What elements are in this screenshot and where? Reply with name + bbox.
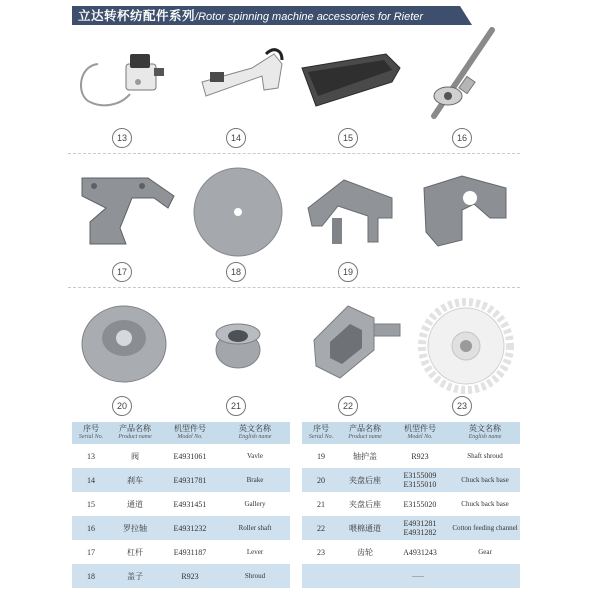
table-row: 14 刹车 E4931781 Brake	[72, 468, 290, 492]
table-row: 17 杠杆 E4931187 Lever	[87, 547, 264, 557]
catalog-item-22	[294, 292, 406, 420]
table-row: 18 盖子 R923 Shroud	[72, 564, 290, 588]
catalog-item-23	[408, 292, 520, 420]
table-row: 21 夹盘后座 E3155020 Chuck back base	[317, 499, 509, 509]
header-title-cn: 立达转杯纺配件系列	[78, 8, 196, 23]
empty-row-dash	[412, 576, 424, 577]
header-product: 产品名称 Product name	[118, 424, 152, 440]
table-row: 15 通道 E4931451 Gallery	[87, 499, 266, 509]
table-row: 22 喂棉通道 E4931281 E4931282 Cotton feeding channel	[302, 516, 520, 540]
catalog-item-21	[182, 292, 294, 420]
table-row: 20 夹盘后座 E3155009 E3155010 Chuck back base	[302, 468, 520, 492]
catalog-item-17	[68, 158, 180, 286]
roller-shaft-icon	[408, 24, 520, 128]
row-separator	[68, 153, 520, 154]
catalog-item-20-icon-view	[408, 158, 520, 286]
catalog-item-19	[294, 158, 406, 286]
table-row: 23 齿轮 A4931243 Gear	[317, 547, 492, 557]
cotton-feeding-channel-icon	[294, 292, 406, 396]
header-model: 机型件号 Model No.	[404, 424, 436, 440]
item-number-badge: 19	[338, 262, 358, 282]
row-separator	[68, 287, 520, 288]
header-product: 产品名称 Product name	[348, 424, 382, 440]
catalog-item-15	[294, 24, 406, 152]
catalog-header	[72, 6, 472, 25]
catalog-item-13	[68, 24, 180, 152]
item-number-badge: 14	[226, 128, 246, 148]
header-title-en: /Rotor spinning machine accessories for Rieter	[195, 11, 424, 23]
item-number-badge: 16	[452, 128, 472, 148]
header-serial: 序号 Serial No.	[78, 424, 104, 440]
header-model: 机型件号 Model No.	[174, 424, 206, 440]
parts-table-left	[72, 422, 290, 588]
header-english: 英文名称 English name	[468, 424, 502, 440]
chuck-back-base-icon	[68, 292, 180, 396]
item-number-badge: 22	[338, 396, 358, 416]
item-number-badge: 17	[112, 262, 132, 282]
gear-icon	[408, 292, 520, 396]
shaft-shroud-icon	[294, 158, 406, 262]
catalog-item-18	[182, 158, 294, 286]
valve-icon	[68, 24, 180, 128]
table-header	[302, 422, 520, 444]
table-row-empty	[302, 564, 520, 588]
catalog-item-20	[68, 292, 180, 420]
parts-table-right	[302, 422, 520, 588]
item-number-badge: 15	[338, 128, 358, 148]
header-english: 英文名称 English name	[238, 424, 272, 440]
item-number-badge: 21	[226, 396, 246, 416]
header-serial: 序号 Serial No.	[308, 424, 334, 440]
chuck-back-base-icon	[408, 158, 520, 262]
item-number-badge: 13	[112, 128, 132, 148]
lever-icon	[68, 158, 180, 262]
shroud-disc-icon	[182, 158, 294, 262]
table-row: 19 轴护盖 R923 Shaft shroud	[317, 451, 503, 461]
table-row: 13 阀 E4931061 Vavle	[87, 451, 263, 461]
catalog-item-16	[408, 24, 520, 152]
table-header	[72, 422, 290, 444]
gallery-icon	[294, 24, 406, 128]
item-number-badge: 18	[226, 262, 246, 282]
item-number-badge: 20	[112, 396, 132, 416]
chuck-back-base-small-icon	[182, 292, 294, 396]
item-number-badge: 23	[452, 396, 472, 416]
table-row: 16 罗拉轴 E4931232 Roller shaft	[72, 516, 290, 540]
catalog-item-14	[182, 24, 294, 152]
brake-icon	[182, 24, 294, 128]
